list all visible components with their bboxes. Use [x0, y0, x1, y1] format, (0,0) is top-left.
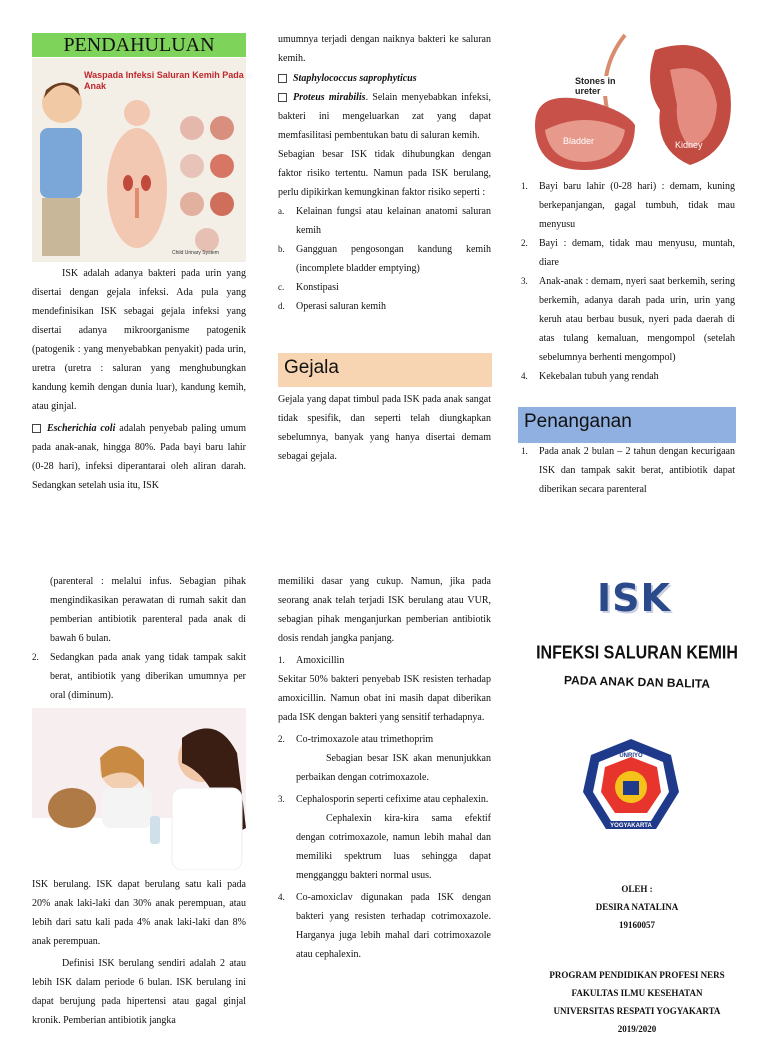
cover-title: INFEKSI SALURAN KEMIH [536, 643, 738, 664]
gejala-text: Gejala yang dapat timbul pada ISK pada anak sangat tidak spesifik, dan seperti telah diungkapkan sebelumnya, banyak yang hanya disertai demam sebagai gejala. [278, 394, 491, 462]
risk-list [278, 202, 491, 316]
intro-paragraph: ISK adalah adanya bakteri pada urin yang disertai dengan gejala infeksi. Ada pula yang mendefinisikan ISK sebagai gejala infeksi yang disertai adanya mikroorganisme patogenik (patogenik : yang menyebabkan penyakit) pada urin, uretra (uretra : saluran yang menghubungkan kandung kemih dengan dunia luar), kandung kemih, atau ginjal. [32, 268, 246, 412]
list-item: b. Gangguan pengosongan kandung kemih (incomplete bladder emptying) [278, 244, 491, 274]
mother-child-photo [32, 708, 246, 870]
author-block [530, 880, 744, 934]
list-item: 1. Bayi baru lahir (0-28 hari) : demam, kuning berkepanjangan, gagal tumbuh, tidak mau menyusu [521, 181, 735, 230]
uti-poster-image [32, 58, 246, 262]
checkbox-bullet-icon [278, 93, 287, 102]
university-name: UNIVERSITAS RESPATI YOGYAKARTA [553, 1006, 721, 1016]
ecoli-name: Escherichia coli [47, 423, 116, 434]
column-4-lower-text [32, 875, 246, 1030]
list-item: 3. Cephalosporin seperti cefixime atau cephalexin. [278, 794, 489, 805]
faculty-name: FAKULTAS ILMU KESEHATAN [571, 988, 703, 998]
risk-intro: Sebagian besar ISK tidak dihubungkan dengan faktor risiko tertentu. Namun pada ISK berulang, perlu dipikirkan kemungkinan faktor risiko seperti : [278, 149, 491, 198]
drug2-text: Sebagian besar ISK akan menunjukkan perbaikan dengan cotrimoxazole. [296, 753, 491, 783]
col5-continuation: memiliki dasar yang cukup. Namun, jika pada seorang anak telah terjadi ISK berulang atau VUR, sebagian pihak menganjurkan pemberian antibiotik dosis rendah jangka panjang. [278, 576, 491, 644]
institution-block [520, 966, 754, 1038]
list-item: c. Konstipasi [278, 282, 339, 293]
pendahuluan-heading: PENDAHULUAN [32, 33, 246, 57]
gejala-heading: Gejala [278, 353, 492, 387]
checkbox-bullet-icon [32, 424, 41, 433]
list-item: 1. Amoxicillin [278, 655, 345, 666]
symptom-list [521, 177, 735, 386]
drug3-text: Cephalexin kira-kira sama efektif dengan cotrimoxazole, namun lebih mahal dan memiliki spektrum luas sehingga dapat mengganggu bakteri normal usus. [296, 813, 491, 881]
oleh-label: OLEH : [621, 884, 653, 894]
col2-continuation: umumnya terjadi dengan naiknya bakteri ke saluran kemih. [278, 34, 491, 64]
university-seal [581, 737, 681, 837]
staph-item: Staphylococcus saprophyticus [278, 69, 491, 88]
column-1-text [32, 264, 246, 495]
checkbox-bullet-icon [278, 74, 287, 83]
poster-title: Waspada Infeksi Saluran Kemih Pada Anak [84, 70, 244, 91]
list-item: 1. Pada anak 2 bulan – 2 tahun dengan kecurigaan ISK dan tampak sakit berat, antibiotik dapat diberikan secara parenteral [521, 446, 735, 495]
author-name: DESIRA NATALINA [595, 902, 679, 912]
list-item: a. Kelainan fungsi atau kelainan anatomi saluran kemih [278, 206, 491, 236]
poster-caption: Child Urinary System [172, 250, 219, 256]
penanganan-heading: Penanganan [518, 407, 736, 443]
list-item: 4. Co-amoxiclav digunakan pada ISK dengan bakteri yang resisten terhadap cotrimoxazole. Harganya juga lebih mahal dari cotrimoxazole atau cephalexin. [278, 892, 491, 960]
seal-short-name: UNRIYO [619, 753, 643, 759]
kidney-label: Kidney [675, 140, 703, 150]
seal-icon [581, 737, 681, 837]
recurrent-paragraph: ISK berulang. ISK dapat berulang satu kali pada 20% anak laki-laki dan 30% anak perempuan, atau lebih dari satu kali pada 4% anak laki-laki dan 8% anak perempuan. [32, 879, 246, 947]
column-4-text [32, 572, 246, 705]
academic-year: 2019/2020 [617, 1024, 657, 1034]
ecoli-paragraph [32, 419, 246, 495]
seal-city: YOGYAKARTA [610, 823, 652, 829]
kidney-bladder-image [525, 30, 737, 175]
list-item: 2. Co-trimoxazole atau trimethoprim [278, 734, 434, 745]
proteus-item: Proteus mirabilis. Selain menyebabkan infeksi, bakteri ini mengeluarkan zat yang dapat memfasilitasi pembentukan batu di saluran kemih. [278, 92, 491, 141]
list-item: 2. Sedangkan pada anak yang tidak tampak sakit berat, antibiotik yang diberikan umumnya per oral (diminum). [32, 652, 246, 701]
list-item: 2. Bayi : demam, tidak mau menyusu, muntah, diare [521, 238, 735, 268]
penanganan-text [521, 442, 735, 499]
list-item: 3. Anak-anak : demam, nyeri saat berkemih, sering berkemih, adanya darah pada urin, urin yang keruh atau berbau busuk, nyeri pada daerah di atas tulang kemaluan, mengompol (setelah sebelumnya berhenti mengompol) [521, 276, 735, 363]
list-item: 4. Kekebalan tubuh yang rendah [521, 371, 659, 382]
symptom-list-block [521, 177, 735, 386]
bladder-label: Bladder [563, 136, 595, 146]
isk-logo: ISK [597, 576, 671, 620]
definisi-paragraph: Definisi ISK berulang sendiri adalah 2 atau lebih ISK dalam periode 6 bulan. ISK berulang ini dapat berujung pada hipertensi atau gagal ginjal kronik. Pemberian antibiotik jangka [32, 958, 246, 1026]
stones-label: Stones in ureter [575, 76, 635, 96]
drug1-text: Sekitar 50% bakteri penyebab ISK resisten terhadap amoxicillin. Namun obat ini masih dapat diberikan pada ISK dengan bakteri yang sensitif terhadapnya. [278, 674, 491, 723]
kidney-illustration [525, 30, 737, 175]
column-2-text [278, 30, 491, 316]
program-name: PROGRAM PENDIDIKAN PROFESI NERS [549, 970, 725, 980]
ecoli-text: adalah penyebab paling umum pada anak-anak, hingga 80%. Pada bayi baru lahir (0-28 hari), infeksi diperantarai oleh aliran darah. Sedangkan setelah usia itu, ISK [32, 423, 246, 491]
parenteral-continuation: (parenteral : melalui infus. Sebagian pihak mengindikasikan perawatan di rumah sakit dan pemberian antibiotik parenteral pada anak di bawah 6 bulan. [50, 576, 246, 644]
column-5-text [278, 572, 491, 964]
mother-child-illustration [32, 708, 246, 870]
cover-subtitle: PADA ANAK DAN BALITA [563, 673, 711, 691]
list-item: d. Operasi saluran kemih [278, 301, 386, 312]
student-id: 19160057 [619, 920, 655, 930]
